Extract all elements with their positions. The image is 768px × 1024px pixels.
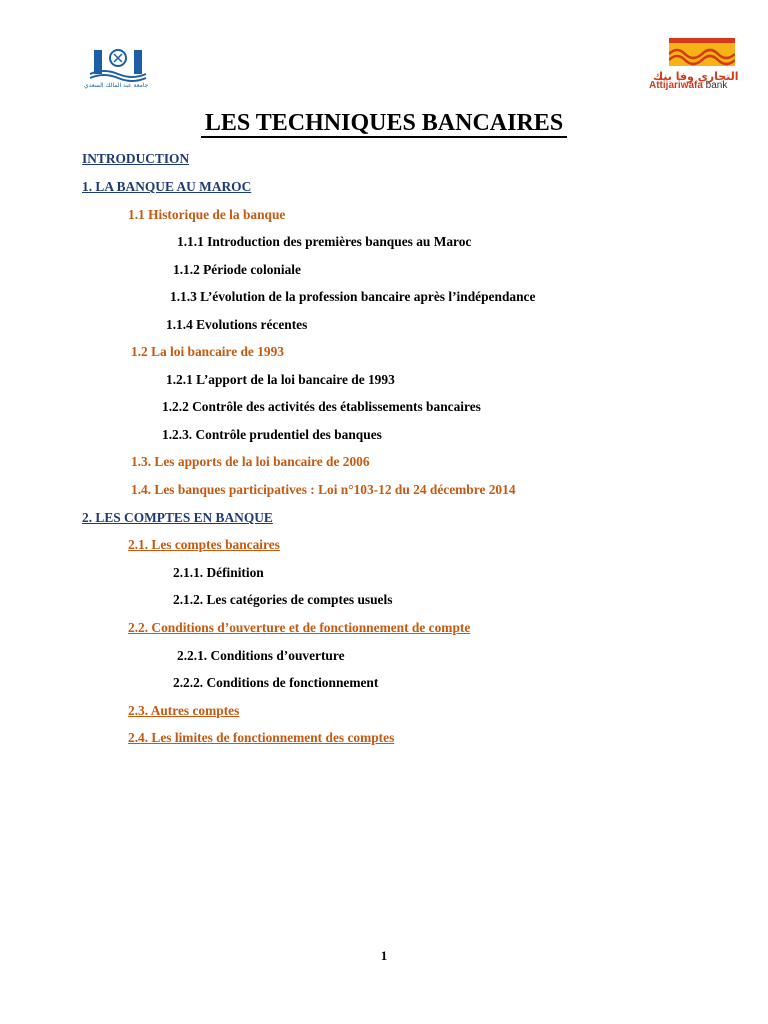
university-logo	[84, 44, 170, 94]
toc-subsection-2-4: 2.4. Les limites de fonctionnement des comptes	[128, 730, 395, 745]
toc-item-1-2-3: 1.2.3. Contrôle prudentiel des banques	[162, 427, 382, 442]
toc-section-2: 2. LES COMPTES EN BANQUE	[82, 510, 273, 525]
toc-subsection-2-2: 2.2. Conditions d’ouverture et de fonctionnement de compte	[128, 620, 471, 635]
toc-item-1-1-1: 1.1.1 Introduction des premières banques au Maroc	[177, 234, 472, 249]
toc-section-1: 1. LA BANQUE AU MAROC	[82, 179, 252, 194]
toc-subsection-1-3: 1.3. Les apports de la loi bancaire de 2006	[131, 454, 370, 469]
toc-subsection-1-1: 1.1 Historique de la banque	[128, 207, 286, 222]
toc-item-1-2-2: 1.2.2 Contrôle des activités des établissements bancaires	[162, 399, 481, 414]
toc-item-1-1-3: 1.1.3 L’évolution de la profession bancaire après l’indépendance	[170, 289, 536, 304]
toc-introduction: INTRODUCTION	[82, 151, 190, 166]
toc-item-1-1-2: 1.1.2 Période coloniale	[173, 262, 301, 277]
toc-subsection-1-4: 1.4. Les banques participatives : Loi n°103-12 du 24 décembre 2014	[131, 482, 516, 497]
university-caption: جامعة عبد المالك السعدي	[84, 82, 149, 89]
bank-arabic-name: التجاري وفا بنك	[653, 70, 739, 83]
toc-item-1-1-4: 1.1.4 Evolutions récentes	[166, 317, 308, 332]
toc-subsection-2-3: 2.3. Autres comptes	[128, 703, 240, 718]
toc-item-1-2-1: 1.2.1 L’apport de la loi bancaire de 1993	[166, 372, 395, 387]
bank-brand-name: Attijariwafa bank	[649, 80, 728, 91]
toc-item-2-1-2: 2.1.2. Les catégories de comptes usuels	[173, 592, 393, 607]
page-number: 1	[380, 948, 388, 963]
document-title: LES TECHNIQUES BANCAIRES	[0, 110, 768, 137]
toc-item-2-1-1: 2.1.1. Définition	[173, 565, 264, 580]
toc-item-2-2-2: 2.2.2. Conditions de fonctionnement	[173, 675, 379, 690]
toc-subsection-2-1: 2.1. Les comptes bancaires	[128, 537, 280, 552]
bank-wave-icon	[669, 38, 735, 66]
toc-item-2-2-1: 2.2.1. Conditions d’ouverture	[177, 648, 345, 663]
bank-logo	[645, 32, 763, 92]
toc-subsection-1-2: 1.2 La loi bancaire de 1993	[131, 344, 285, 359]
bank-logo-mark	[669, 38, 735, 66]
